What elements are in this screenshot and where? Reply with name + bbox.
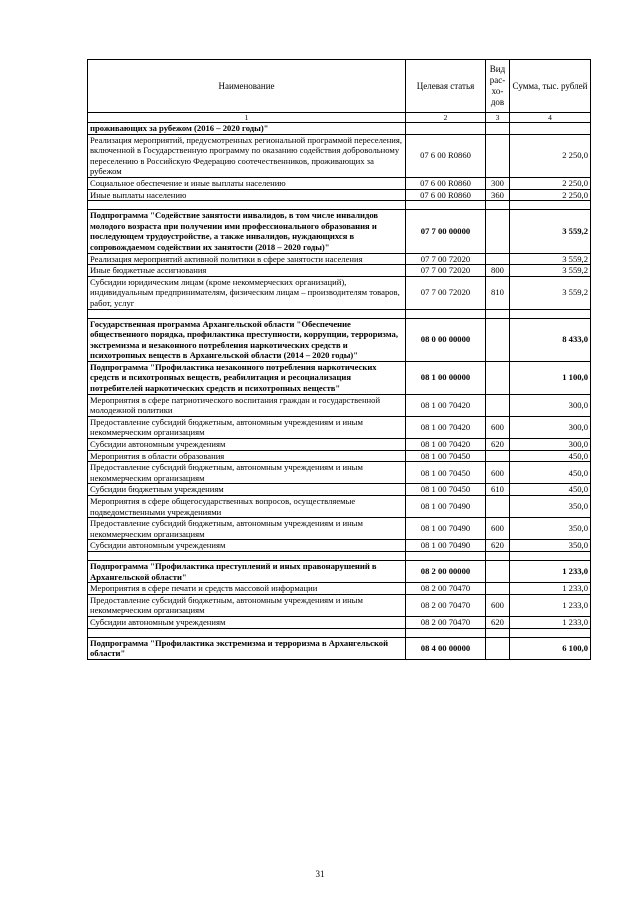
row-sum-cell: 3 559,2 (510, 210, 591, 253)
page-number: 31 (315, 869, 325, 879)
row-code-cell: 08 1 00 70420 (406, 416, 486, 438)
row-name-cell: Мероприятия в сфере печати и средств массовой информации (88, 583, 406, 595)
table-row (88, 484, 591, 496)
row-name-cell: Государственная программа Архангельской области "Обеспечение общественного порядка, профилактика преступности, коррупции, терроризма, экстремизма и незаконного потребления наркотических средств и психотропных веществ в Архангельской области (2014 – 2020 годы)" (88, 318, 406, 361)
table-body (88, 123, 591, 660)
row-sum-cell: 450,0 (510, 462, 591, 484)
row-type-cell: 600 (486, 462, 510, 484)
row-name-cell (88, 309, 406, 318)
row-name-cell: Мероприятия в области образования (88, 450, 406, 462)
program-row (88, 210, 591, 253)
row-sum-cell: 1 233,0 (510, 616, 591, 628)
row-sum-cell: 350,0 (510, 518, 591, 540)
row-name-cell: Подпрограмма "Профилактика экстремизма и терроризма в Архангельской области" (88, 637, 406, 659)
row-type-cell (486, 628, 510, 637)
row-type-cell: 810 (486, 276, 510, 309)
row-sum-cell: 300,0 (510, 439, 591, 451)
row-code-cell: 07 6 00 R0860 (406, 134, 486, 177)
row-code-cell: 08 2 00 70470 (406, 616, 486, 628)
row-name-cell: Предоставление субсидий бюджетным, автономным учреждениям и иным некоммерческим организациям (88, 518, 406, 540)
row-name-cell (88, 551, 406, 560)
row-sum-cell: 450,0 (510, 484, 591, 496)
table-row (88, 450, 591, 462)
row-name-cell: Социальное обеспечение и иные выплаты населению (88, 177, 406, 189)
row-type-cell: 620 (486, 616, 510, 628)
header-sum: Сумма, тыс. рублей (510, 60, 591, 113)
row-type-cell: 620 (486, 540, 510, 552)
row-type-cell (486, 560, 510, 582)
header-name: Наименование (88, 60, 406, 113)
row-name-cell: Субсидии автономным учреждениям (88, 540, 406, 552)
row-code-cell (406, 551, 486, 560)
table-row (88, 583, 591, 595)
row-type-cell (486, 496, 510, 518)
row-name-cell: Подпрограмма "Профилактика преступлений и иных правонарушений в Архангельской области" (88, 560, 406, 582)
row-sum-cell (510, 201, 591, 210)
row-name-cell: Мероприятия в сфере общегосударственных вопросов, осуществляемые подведомственными учреждениями (88, 496, 406, 518)
row-code-cell: 08 1 00 70420 (406, 394, 486, 416)
row-sum-cell: 1 233,0 (510, 560, 591, 582)
row-code-cell (406, 201, 486, 210)
table-row (88, 462, 591, 484)
row-type-cell (486, 134, 510, 177)
row-name-cell: Предоставление субсидий бюджетным, автономным учреждениям и иным некоммерческим организациям (88, 416, 406, 438)
row-code-cell: 07 6 00 R0860 (406, 177, 486, 189)
table-row (88, 276, 591, 309)
table-row (88, 540, 591, 552)
program-row (88, 637, 591, 659)
row-sum-cell: 1 233,0 (510, 594, 591, 616)
row-sum-cell (510, 628, 591, 637)
column-number: 4 (510, 113, 591, 123)
row-name-cell: Подпрограмма "Содействие занятости инвалидов, в том числе инвалидов молодого возраста при получении ими профессионального образования и последующем трудоустройстве, а также инвалидов, нуждающихся в сопровождаемом содействии их занятости (2018 – 2020 годы)" (88, 210, 406, 253)
row-sum-cell: 2 250,0 (510, 134, 591, 177)
row-sum-cell (510, 309, 591, 318)
row-name-cell: Субсидии автономным учреждениям (88, 616, 406, 628)
row-code-cell: 08 2 00 70470 (406, 594, 486, 616)
row-type-cell (486, 253, 510, 265)
table-row (88, 394, 591, 416)
row-type-cell: 600 (486, 594, 510, 616)
row-sum-cell: 300,0 (510, 394, 591, 416)
row-name-cell (88, 201, 406, 210)
program-row (88, 123, 591, 135)
table-row (88, 439, 591, 451)
row-code-cell: 08 1 00 70450 (406, 462, 486, 484)
table-row (88, 616, 591, 628)
row-code-cell: 08 1 00 70490 (406, 540, 486, 552)
row-code-cell: 08 1 00 70490 (406, 496, 486, 518)
row-sum-cell: 3 559,2 (510, 276, 591, 309)
row-code-cell: 08 2 00 70470 (406, 583, 486, 595)
row-name-cell: Иные выплаты населению (88, 189, 406, 201)
header-type: Вид рас-хо-дов (486, 60, 510, 113)
row-code-cell: 08 1 00 70490 (406, 518, 486, 540)
row-code-cell: 08 0 00 00000 (406, 318, 486, 361)
row-name-cell: Предоставление субсидий бюджетным, автономным учреждениям и иным некоммерческим организациям (88, 462, 406, 484)
program-row (88, 560, 591, 582)
row-sum-cell: 8 433,0 (510, 318, 591, 361)
table-row (88, 177, 591, 189)
table-row (88, 253, 591, 265)
row-code-cell: 08 1 00 70450 (406, 450, 486, 462)
row-type-cell (486, 637, 510, 659)
program-row (88, 318, 591, 361)
row-sum-cell: 3 559,2 (510, 253, 591, 265)
row-sum-cell: 3 559,2 (510, 265, 591, 277)
table-row (88, 594, 591, 616)
column-number: 3 (486, 113, 510, 123)
row-sum-cell: 350,0 (510, 496, 591, 518)
row-code-cell (406, 123, 486, 135)
row-sum-cell: 350,0 (510, 540, 591, 552)
row-type-cell: 800 (486, 265, 510, 277)
table-row (88, 134, 591, 177)
row-code-cell (406, 628, 486, 637)
row-sum-cell: 1 100,0 (510, 361, 591, 394)
row-code-cell: 08 4 00 00000 (406, 637, 486, 659)
row-type-cell (486, 201, 510, 210)
row-type-cell (486, 394, 510, 416)
row-type-cell (486, 361, 510, 394)
row-type-cell (486, 551, 510, 560)
program-row (88, 361, 591, 394)
row-code-cell: 08 2 00 00000 (406, 560, 486, 582)
row-sum-cell: 450,0 (510, 450, 591, 462)
spacer-row (88, 309, 591, 318)
column-number: 1 (88, 113, 406, 123)
column-number-row (88, 113, 591, 123)
row-code-cell: 07 7 00 72020 (406, 276, 486, 309)
row-name-cell: Реализация мероприятий активной политики в сфере занятости населения (88, 253, 406, 265)
row-name-cell: Субсидии юридическим лицам (кроме некоммерческих организаций), индивидуальным предпринимателям, физическим лицам – производителям товаров, работ, услуг (88, 276, 406, 309)
table-row (88, 496, 591, 518)
row-name-cell: Иные бюджетные ассигнования (88, 265, 406, 277)
row-sum-cell: 1 233,0 (510, 583, 591, 595)
row-type-cell: 600 (486, 416, 510, 438)
row-type-cell (486, 583, 510, 595)
row-name-cell: проживающих за рубежом (2016 – 2020 годы)" (88, 123, 406, 135)
row-type-cell: 360 (486, 189, 510, 201)
table-row (88, 518, 591, 540)
spacer-row (88, 201, 591, 210)
table-row (88, 265, 591, 277)
row-sum-cell: 6 100,0 (510, 637, 591, 659)
row-type-cell (486, 450, 510, 462)
row-name-cell (88, 628, 406, 637)
row-code-cell: 08 1 00 70450 (406, 484, 486, 496)
spacer-row (88, 551, 591, 560)
row-type-cell (486, 318, 510, 361)
row-type-cell: 600 (486, 518, 510, 540)
row-sum-cell: 2 250,0 (510, 177, 591, 189)
column-number: 2 (406, 113, 486, 123)
table-row (88, 189, 591, 201)
row-name-cell: Подпрограмма "Профилактика незаконного потребления наркотических средств и психотропных веществ, реабилитация и ресоциализация потребителей наркотических средств и психотропных веществ" (88, 361, 406, 394)
header-code: Целевая статья (406, 60, 486, 113)
row-type-cell (486, 123, 510, 135)
row-name-cell: Предоставление субсидий бюджетным, автономным учреждениям и иным некоммерческим организациям (88, 594, 406, 616)
budget-table (87, 59, 591, 660)
row-name-cell: Субсидии бюджетным учреждениям (88, 484, 406, 496)
row-sum-cell: 300,0 (510, 416, 591, 438)
row-code-cell: 07 7 00 72020 (406, 253, 486, 265)
table-header-row (88, 60, 591, 113)
row-type-cell: 610 (486, 484, 510, 496)
row-type-cell (486, 309, 510, 318)
row-type-cell (486, 210, 510, 253)
table-row (88, 416, 591, 438)
row-code-cell (406, 309, 486, 318)
spacer-row (88, 628, 591, 637)
row-name-cell: Субсидии автономным учреждениям (88, 439, 406, 451)
row-code-cell: 08 1 00 00000 (406, 361, 486, 394)
row-sum-cell (510, 123, 591, 135)
row-code-cell: 08 1 00 70420 (406, 439, 486, 451)
row-code-cell: 07 7 00 72020 (406, 265, 486, 277)
row-code-cell: 07 6 00 R0860 (406, 189, 486, 201)
row-code-cell: 07 7 00 00000 (406, 210, 486, 253)
row-type-cell: 300 (486, 177, 510, 189)
row-sum-cell: 2 250,0 (510, 189, 591, 201)
row-name-cell: Мероприятия в сфере патриотического воспитания граждан и государственной молодежной политики (88, 394, 406, 416)
row-name-cell: Реализация мероприятий, предусмотренных региональной программой переселения, включенной в Государственную программу по оказанию содействия добровольному переселению в Российскую Федерацию соотечественников, проживающих за рубежом (88, 134, 406, 177)
row-sum-cell (510, 551, 591, 560)
row-type-cell: 620 (486, 439, 510, 451)
